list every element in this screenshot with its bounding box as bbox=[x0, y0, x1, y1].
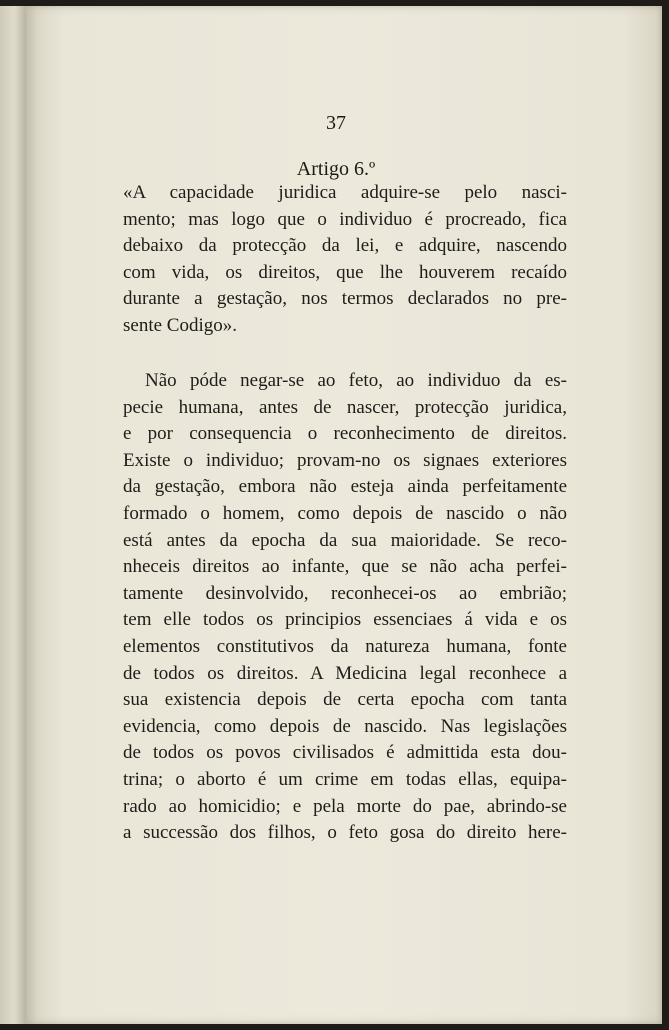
commentary-line: de todos os povos civilisados é admittida esta dou- bbox=[123, 742, 567, 764]
commentary-line: formado o homem, como depois de nascido o não bbox=[123, 502, 567, 524]
article-line: durante a gestação, nos termos declarados no pre- bbox=[123, 288, 567, 310]
commentary-line: tamente desinvolvido, reconhecei-os ao embrião; bbox=[123, 582, 567, 604]
article-line: «A capacidade juridica adquire-se pelo nasci- bbox=[123, 182, 567, 203]
commentary-line: pecie humana, antes de nascer, protecção juridica, bbox=[123, 396, 567, 418]
article-line: debaixo da protecção da lei, e adquire, nascendo bbox=[123, 235, 567, 257]
commentary-line: tem elle todos os principios essenciaes á vida e os bbox=[123, 609, 567, 631]
article-text bbox=[123, 180, 567, 340]
commentary-line: rado ao homicidio; e pela morte do pae, abrindo-se bbox=[123, 795, 567, 817]
commentary-line: evidencia, como depois de nascido. Nas legislações bbox=[123, 715, 567, 737]
commentary-line: e por consequencia o reconhecimento de direitos. bbox=[123, 423, 567, 445]
article-line: mento; mas logo que o individuo é procreado, fica bbox=[123, 208, 567, 230]
commentary-line: elementos constitutivos da natureza humana, fonte bbox=[123, 635, 567, 657]
commentary-line: da gestação, embora não esteja ainda perfeitamente bbox=[123, 476, 567, 498]
commentary-line: sua existencia depois de certa epocha com tanta bbox=[123, 689, 567, 711]
commentary-line: de todos os direitos. A Medicina legal reconhece a bbox=[123, 662, 567, 684]
article-line: sente Codigo». bbox=[123, 314, 237, 336]
commentary-line: trina; o aborto é um crime em todas ellas, equipa- bbox=[123, 768, 567, 790]
commentary-line: Existe o individuo; provam-no os signaes exteriores bbox=[123, 449, 567, 471]
commentary-paragraph bbox=[123, 368, 567, 847]
book-page bbox=[26, 6, 662, 1024]
article-heading: Artigo 6.º bbox=[296, 158, 376, 180]
commentary-line: a successão dos filhos, o feto gosa do direito here- bbox=[123, 822, 567, 844]
commentary-line: Não póde negar-se ao feto, ao individuo da es- bbox=[145, 370, 567, 391]
page-number: 37 bbox=[326, 112, 346, 134]
article-line: com vida, os direitos, que lhe houverem recaído bbox=[123, 261, 567, 283]
commentary-line: nheceis direitos ao infante, que se não acha perfei- bbox=[123, 556, 567, 578]
commentary-line: está antes da epocha da sua maioridade. Se reco- bbox=[123, 529, 567, 551]
